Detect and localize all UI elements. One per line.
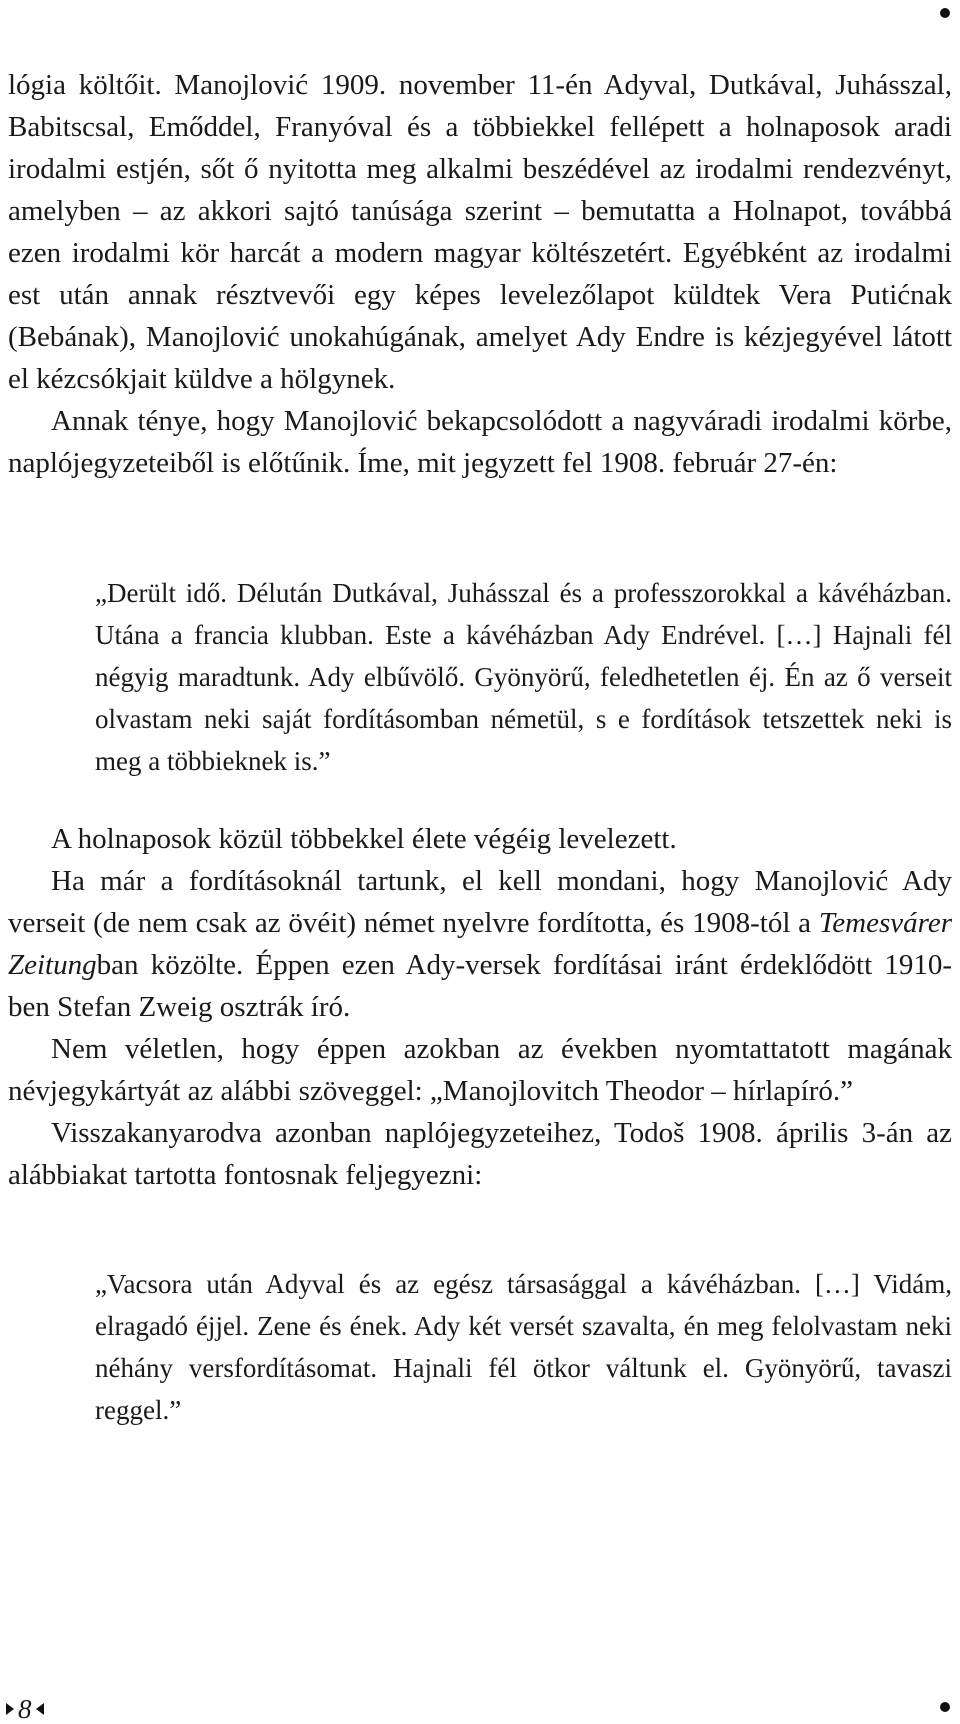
quote-text: „Derült idő. Délután Dutkával, Juhásszal és a professzorokkal a kávéházban. Utána a francia klubban. Este a kávéházban Ady Endrével. […] Hajnali fél négyig maradtunk. Ady elbűvölő. Gyönyörű, feledhetetlen éj. Én az ő verseit olvastam neki saját fordításomban németül, s e fordítások tetszettek neki is meg a többieknek is.” xyxy=(95,578,952,776)
corner-dot-top xyxy=(940,8,950,18)
paragraph-business-card: Nem véletlen, hogy éppen azokban az években nyomtattatott magának névjegykártyát az alábbi szöveggel: „Manojlovitch Theodor – hírlapíró.” xyxy=(8,1033,952,1107)
page-folio xyxy=(6,1694,44,1724)
folio-ornament-left xyxy=(6,1703,14,1715)
page-number: 8 xyxy=(18,1694,32,1724)
top-text-block xyxy=(8,64,952,484)
paragraph-correspondence: A holnaposok közül többekkel élete végéig levelezett. xyxy=(51,823,677,855)
paragraph-diary-intro: Annak ténye, hogy Manojlović bekapcsolódott a nagyváradi irodalmi körbe, naplójegyzeteiből is előtűnik. Íme, mit jegyzett fel 1908. február 27-én: xyxy=(8,405,952,479)
paragraph-continued: lógia költőit. Manojlović 1909. november 11-én Adyval, Dutkával, Juhásszal, Babitscsal, Emőddel, Franyóval és a többiekkel fellépett a holnaposok aradi irodalmi estjén, sőt ő nyitotta meg alkalmi beszédével az irodalmi rendezvényt, amelyben – az akkori sajtó tanúsága szerint – bemutatta a Holnapot, továbbá ezen irodalmi kör harcát a modern magyar költészetért. Egyébként az irodalmi est után annak résztvevői egy képes levelezőlapot küldtek Vera Putićnak (Bebának), Manojlović unokahúgának, amelyet Ady Endre is kézjegyével látott el kézcsókjait küldve a hölgynek. xyxy=(8,69,952,395)
middle-text-block xyxy=(8,818,952,1196)
corner-dot-bottom xyxy=(940,1702,950,1712)
translations-text-b: ban közölte. Éppen ezen Ady-versek fordításai iránt érdeklődött 1910-ben Stefan Zweig osztrák író. xyxy=(8,949,952,1023)
quote-text: „Vacsora után Adyval és az egész társasággal a kávéházban. […] Vidám, elragadó éjjel. Zene és ének. Ady két versét szavalta, én meg felolvastam neki néhány versfordításomat. Hajnali fél ötkor váltunk el. Gyönyörű, tavaszi reggel.” xyxy=(95,1269,952,1425)
translations-text-a: Ha már a fordításoknál tartunk, el kell mondani, hogy Manojlović Ady verseit (de nem csak az övéit) német nyelvre fordította, és 1908-tól a xyxy=(8,865,952,939)
diary-quote-1 xyxy=(95,572,952,782)
paragraph-translations xyxy=(8,860,952,1028)
diary-quote-2 xyxy=(95,1263,952,1431)
folio-ornament-right xyxy=(36,1703,44,1715)
newspaper-title: Temesvárer Zeitung xyxy=(8,907,952,981)
paragraph-diary-return: Visszakanyarodva azonban naplójegyzeteihez, Todoš 1908. április 3-án az alábbiakat tartotta fontosnak feljegyezni: xyxy=(8,1117,952,1191)
